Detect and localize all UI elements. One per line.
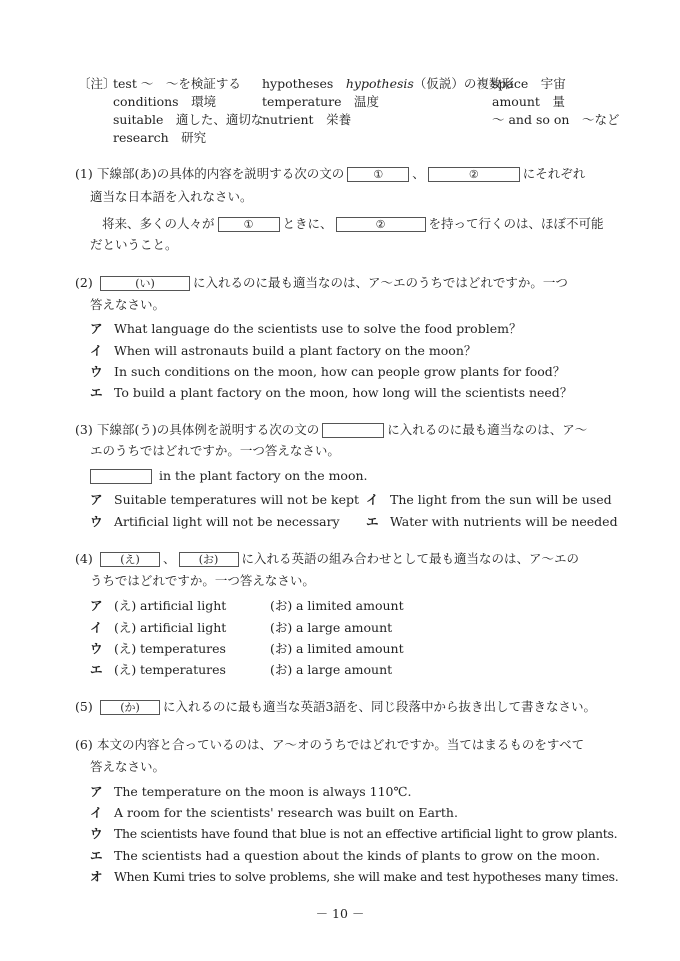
- q1-sentence: [102, 216, 604, 232]
- option-key: ウ: [90, 641, 103, 656]
- blank-2: ②: [336, 217, 426, 232]
- q-text: エのうちではどれですか。一つ答えなさい。: [90, 443, 340, 458]
- q-text: に入れるのに最も適当なのは、ア～: [387, 422, 588, 437]
- option: [90, 784, 411, 800]
- option-key: イ: [366, 492, 379, 507]
- option-key: オ: [90, 869, 103, 884]
- option: [90, 869, 618, 885]
- text: 将来、多くの人々が: [102, 216, 215, 231]
- option-key: イ: [90, 805, 103, 820]
- note-word: hypotheses: [262, 76, 334, 91]
- sep: 、: [412, 166, 425, 181]
- note: [262, 76, 514, 92]
- option-key: ア: [90, 492, 103, 507]
- q-text: うちではどれですか。一つ答えなさい。: [90, 573, 315, 588]
- blank-1: ①: [347, 167, 409, 182]
- option-key: ウ: [90, 364, 103, 379]
- option-text: The scientists have found that blue is not an effective artificial light to grow plants.: [114, 826, 618, 841]
- q3-line: [75, 422, 587, 438]
- option-text: a limited amount: [296, 598, 404, 613]
- note: conditions 環境: [113, 94, 217, 109]
- option: [90, 514, 340, 530]
- q-text: にそれぞれ: [522, 166, 586, 181]
- blank-2: ②: [428, 167, 520, 182]
- label: (お): [270, 641, 293, 656]
- option-text: The light from the sun will be used: [390, 492, 612, 507]
- q-number: (5): [75, 699, 93, 714]
- note: research 研究: [113, 130, 207, 145]
- option: [90, 598, 404, 614]
- note: nutrient 栄養: [262, 112, 352, 127]
- option-key: ア: [90, 784, 103, 799]
- option-key: イ: [90, 343, 103, 358]
- option: [90, 662, 392, 678]
- text: in the plant factory on the moon.: [158, 468, 368, 483]
- q-text: に入れるのに最も適当なのは、ア～エのうちではどれですか。一つ: [193, 275, 568, 290]
- option-text: artificial light: [140, 620, 227, 635]
- q-number: (6): [75, 737, 93, 752]
- option-text: a large amount: [296, 662, 393, 677]
- label: (お): [270, 598, 293, 613]
- blank: [322, 423, 384, 438]
- blank: [90, 469, 152, 484]
- text: ときに、: [282, 216, 333, 231]
- option-text: The temperature on the moon is always 110℃.: [114, 784, 412, 799]
- option-key: ア: [90, 321, 103, 336]
- option: [366, 514, 618, 530]
- blank: (い): [100, 276, 190, 291]
- option-text: The scientists had a question about the kinds of plants to grow on the moon.: [114, 848, 600, 863]
- label: (え): [114, 620, 137, 635]
- option-text: a limited amount: [296, 641, 404, 656]
- option: [90, 641, 404, 657]
- q-text: に入れるのに最も適当な英語3語を、同じ段落中から抜き出して書きなさい。: [163, 699, 596, 714]
- option-key: ア: [90, 598, 103, 613]
- note: suitable 適した、適切な: [113, 112, 264, 127]
- option-key: ウ: [90, 826, 103, 841]
- option: [90, 826, 617, 842]
- note: ～ and so on ～など: [492, 112, 620, 127]
- option: [90, 805, 458, 821]
- q5-line: [75, 699, 596, 715]
- option-text: temperatures: [140, 662, 226, 677]
- q3-sentence: [87, 468, 368, 484]
- text: だということ。: [90, 237, 178, 252]
- blank-o: (お): [179, 552, 239, 567]
- option-text: A room for the scientists' research was built on Earth.: [114, 805, 458, 820]
- label: (え): [114, 598, 137, 613]
- q-number: (4): [75, 551, 93, 566]
- q-number: (1): [75, 166, 93, 181]
- note-word-italic: hypothesis: [345, 76, 414, 91]
- q-text: 本文の内容と合っているのは、ア～オのうちではどれですか。当てはまるものをすべて: [97, 737, 585, 752]
- option-text: artificial light: [140, 598, 227, 613]
- option: [90, 343, 476, 359]
- q-text: 答えなさい。: [90, 297, 166, 312]
- q2-line: [75, 275, 568, 291]
- option-key: エ: [90, 385, 103, 400]
- option-key: ウ: [90, 514, 103, 529]
- q-number: (2): [75, 275, 93, 290]
- option-text: When will astronauts build a plant factory on the moon？: [114, 343, 477, 358]
- option: [90, 492, 359, 508]
- text: を持って行くのは、ほぼ不可能: [428, 216, 604, 231]
- q4-line: [75, 551, 579, 567]
- option-text: a large amount: [296, 620, 393, 635]
- q-text: 下線部(う)の具体例を説明する次の文の: [97, 422, 320, 437]
- blank-e: (え): [100, 552, 160, 567]
- label: (え): [114, 662, 137, 677]
- label: (お): [270, 620, 293, 635]
- notes-label: 〔注〕: [78, 76, 116, 91]
- label: (え): [114, 641, 137, 656]
- note: space 宇宙: [492, 76, 566, 91]
- option-key: エ: [366, 514, 379, 529]
- q-text: 答えなさい。: [90, 759, 166, 774]
- note-meaning: （仮説）の複数形: [413, 76, 514, 91]
- sep: 、: [163, 551, 176, 566]
- option: [90, 364, 565, 380]
- note: test ～ ～を検証する: [113, 76, 241, 91]
- option: [90, 848, 600, 864]
- option-text: Suitable temperatures will not be kept: [114, 492, 360, 507]
- option: [90, 321, 521, 337]
- q-text: 下線部(あ)の具体的内容を説明する次の文の: [97, 166, 345, 181]
- option-key: エ: [90, 848, 103, 863]
- option-text: Artificial light will not be necessary: [114, 514, 340, 529]
- option: [366, 492, 612, 508]
- page-number: － 10 －: [315, 906, 365, 921]
- option: [90, 385, 572, 401]
- option-key: エ: [90, 662, 103, 677]
- option: [90, 620, 392, 636]
- note: amount 量: [492, 94, 565, 109]
- option-text: temperatures: [140, 641, 226, 656]
- q6-line: [75, 737, 584, 753]
- option-text: What language do the scientists use to solve the food problem？: [114, 321, 522, 336]
- option-key: イ: [90, 620, 103, 635]
- blank: (か): [100, 700, 160, 715]
- blank-1: ①: [218, 217, 280, 232]
- option-text: Water with nutrients will be needed: [390, 514, 618, 529]
- option-text: When Kumi tries to solve problems, she will make and test hypotheses many times.: [114, 869, 619, 884]
- q-text: に入れる英語の組み合わせとして最も適当なのは、ア～エの: [241, 551, 580, 566]
- option-text: To build a plant factory on the moon, how long will the scientists need？: [114, 385, 573, 400]
- q1-line: [75, 166, 585, 182]
- option-text: In such conditions on the moon, how can people grow plants for food？: [114, 364, 566, 379]
- label: (お): [270, 662, 293, 677]
- note: temperature 温度: [262, 94, 380, 109]
- q-text: 適当な日本語を入れなさい。: [90, 189, 253, 204]
- q-number: (3): [75, 422, 93, 437]
